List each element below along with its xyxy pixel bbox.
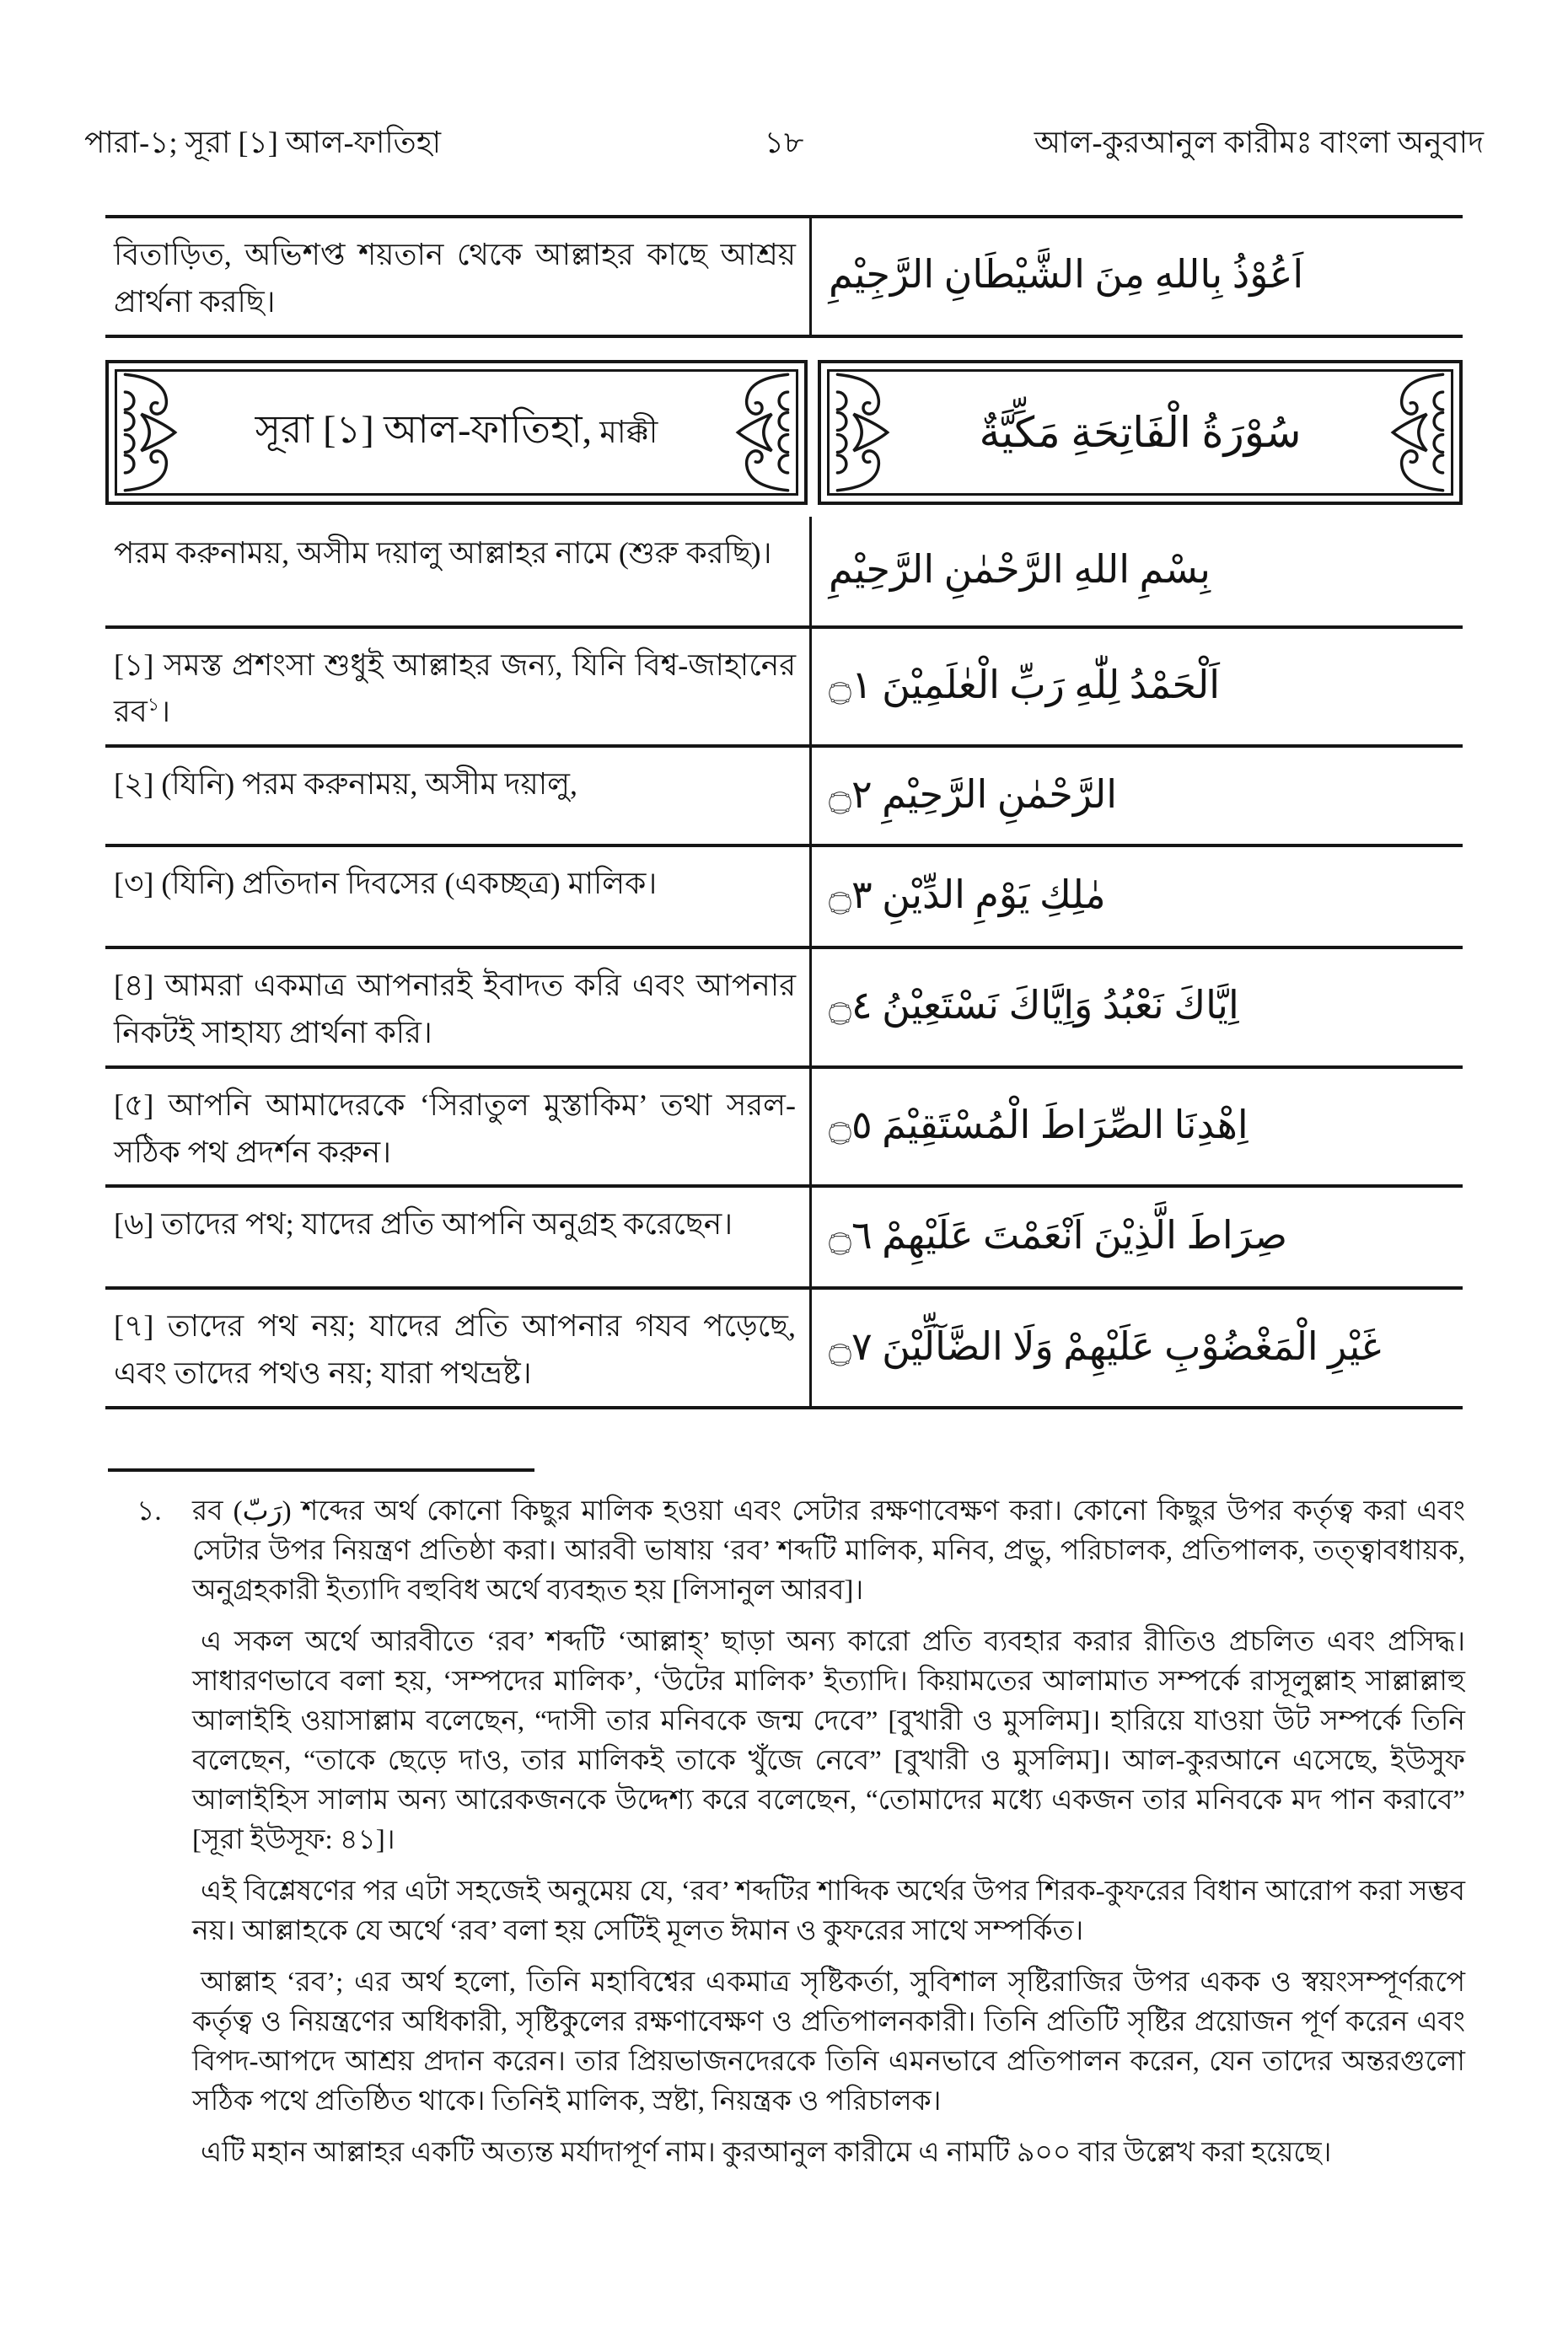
footnote-separator: [108, 1468, 534, 1472]
verse-row: [105, 949, 1463, 1069]
verse-rows: [105, 517, 1463, 1409]
verse-translation-text: [৬] তাদের পথ; যাদের প্রতি আপনি অনুগ্রহ করেছেন।: [114, 1207, 733, 1242]
surah-title-meccan-label: মাক্কী: [592, 415, 658, 450]
verse-arabic-text: اِهْدِنَا الصِّرَاطَ الْمُسْتَقِيْمَ ۝٥: [829, 1103, 1248, 1147]
verse-arabic-text: غَيْرِ الْمَغْضُوْبِ عَلَيْهِمْ وَلَا الضَّآلِّيْنَ ۝٧: [829, 1324, 1382, 1368]
verse-arabic-cell: [812, 847, 1463, 946]
surah-title-bengali: [255, 400, 658, 464]
verse-translation-tail: ।: [159, 695, 170, 729]
footnote-paragraphs: [192, 1492, 1465, 2173]
istiadhah-translation-text: বিতাড়িত, অভিশপ্ত শয়তান থেকে আল্লাহর কাছে আশ্রয় প্রার্থনা করছি।: [114, 238, 796, 319]
arabesque-ornament-icon: [1373, 370, 1451, 495]
footnote-ref: ১: [147, 694, 160, 716]
verse-translation-cell: [105, 1290, 812, 1406]
verse-row: [105, 748, 1463, 847]
page-number: ১৮: [764, 126, 804, 159]
verse-arabic-cell: [812, 517, 1463, 625]
verse-translation-cell: [105, 847, 812, 946]
surah-title-banner: [105, 338, 1463, 517]
verse-translation-text: [৪] আমরা একমাত্র আপনারই ইবাদত করি এবং আপনার নিকটই সাহায্য প্রার্থনা করি।: [114, 969, 796, 1049]
page-header: [84, 120, 1484, 164]
footnote-paragraph: এই বিশ্লেষণের পর এটা সহজেই অনুমেয় যে, ‘রব’ শব্দটির শাব্দিক অর্থের উপর শিরক-কুফরের বিধান আরোপ করা সম্ভব নয়। আল্লাহকে যে অর্থে ‘রব’ বলা হয় সেটিই মূলত ঈমান ও কুফরের সাথে সম্পর্কিত।: [192, 1876, 1465, 1946]
verse-translation-cell: [105, 629, 812, 745]
verse-translation-text: পরম করুনাময়, অসীম দয়ালু আল্লাহর নামে (শুরু করছি)।: [114, 535, 772, 570]
verse-arabic-cell: [812, 1188, 1463, 1286]
verse-row: [105, 847, 1463, 949]
footnote-paragraph: এটি মহান আল্লাহর একটি অত্যন্ত মর্যাদাপূর্ণ নাম। কুরআনুল কারীমে এ নামটি ৯০০ বার উল্লেখ করা হয়েছে।: [201, 2138, 1332, 2168]
surah-title-main: সূরা [১] আল-ফাতিহা,: [255, 407, 593, 451]
verse-arabic-cell: [812, 1290, 1463, 1406]
verse-arabic-cell: [812, 1069, 1463, 1185]
header-book-title: আল-কুরআনুল কারীমঃ বাংলা অনুবাদ: [1034, 126, 1484, 159]
verse-translation-text: [৩] (যিনি) প্রতিদান দিবসের (একচ্ছত্র) মালিক।: [114, 867, 658, 901]
surah-title-box-bengali: [105, 360, 808, 505]
surah-title-box-arabic: [818, 360, 1463, 505]
verse-arabic-cell: [812, 748, 1463, 844]
istiadhah-arabic-cell: [812, 218, 1463, 335]
verse-translation-text: [৭] তাদের পথ নয়; যাদের প্রতি আপনার গযব পড়েছে, এবং তাদের পথও নয়; যারা পথভ্রষ্ট।: [114, 1309, 796, 1391]
verse-translation-cell: [105, 1188, 812, 1286]
verse-translation-text: [২] (যিনি) পরম করুনাময়, অসীম দয়ালু,: [114, 767, 577, 802]
verse-row: [105, 1188, 1463, 1290]
verse-arabic-text: صِرَاطَ الَّذِيْنَ اَنْعَمْتَ عَلَيْهِمْ ۝٦: [829, 1214, 1288, 1258]
verse-translation-cell: [105, 517, 812, 625]
footnote-paragraph: আল্লাহ ‘রব’; এর অর্থ হলো, তিনি মহাবিশ্বের একমাত্র সৃষ্টিকর্তা, সুবিশাল সৃষ্টিরাজির উপর একক ও স্বয়ংসম্পূর্ণরূপে কর্তৃত্ব ও নিয়ন্ত্রণের অধিকারী, সৃষ্টিকুলের রক্ষণাবেক্ষণ ও প্রতিপালনকারী। তিনি প্রতিটি সৃষ্টির প্রয়োজন পূর্ণ করেন এবং বিপদ-আপদে আশ্রয় প্রদান করেন। তার প্রিয়ভাজনদেরকে তিনি এমনভাবে প্রতিপালন করেন, যেন তাদের অন্তরগুলো সঠিক পথে প্রতিষ্ঠিত থাকে। তিনিই মালিক, স্রষ্টা, নিয়ন্ত্রক ও পরিচালক।: [192, 1967, 1465, 2117]
istiadhah-translation-cell: [105, 218, 812, 335]
verse-translation-cell: [105, 949, 812, 1065]
footnote-section: [108, 1468, 1465, 2185]
surah-title-arabic: سُوْرَةُ الْفَاتِحَةِ مَكِّيَّةٌ: [979, 408, 1302, 456]
arabesque-ornament-icon: [718, 370, 796, 495]
verse-row: [105, 1290, 1463, 1409]
verse-translation-cell: [105, 748, 812, 844]
verses-table: [105, 215, 1463, 1409]
footnote-paragraph: রব (رَبّ) শব্দের অর্থ কোনো কিছুর মালিক হওয়া এবং সেটার রক্ষণাবেক্ষণ করা। কোনো কিছুর উপর কর্তৃত্ব করা এবং সেটার উপর নিয়ন্ত্রণ প্রতিষ্ঠা করা। আরবী ভাষায় ‘রব’ শব্দটি মালিক, মনিব, প্রভু, পরিচালক, প্রতিপালক, তত্ত্বাবধায়ক, অনুগ্রহকারী ইত্যাদি বহুবিধ অর্থে ব্যবহৃত হয় [লিসানুল আরব]।: [192, 1496, 1465, 1606]
footnote-paragraph: এ সকল অর্থে আরবীতে ‘রব’ শব্দটি ‘আল্লাহ্’ ছাড়া অন্য কারো প্রতি ব্যবহার করার রীতিও প্রচলিত এবং প্রসিদ্ধ। সাধারণভাবে বলা হয়, ‘সম্পদের মালিক’, ‘উটের মালিক’ ইত্যাদি। কিয়ামতের আলামাত সম্পর্কে রাসূলুল্লাহ সাল্লাল্লাহু আলাইহি ওয়াসাল্লাম বলেছেন, “দাসী তার মনিবকে জন্ম দেবে” [বুখারী ও মুসলিম]। হারিয়ে যাওয়া উট সম্পর্কে তিনি বলেছেন, “তাকে ছেড়ে দাও, তার মালিকই তাকে খুঁজে নেবে” [বুখারী ও মুসলিম]। আল-কুরআনে এসেছে, ইউসুফ আলাইহিস সালাম অন্য আরেকজনকে উদ্দেশ্য করে বলেছেন, “তোমাদের মধ্যে একজন তার মনিবকে মদ পান করাবে” [সূরা ইউসূফ: ৪১]।: [192, 1627, 1465, 1855]
verse-arabic-text: مٰلِكِ يَوْمِ الدِّيْنِ ۝٣: [829, 873, 1106, 917]
istiadhah-row: [105, 218, 1463, 338]
verse-row: [105, 517, 1463, 629]
verse-arabic-text: اَلْحَمْدُ لِلّٰهِ رَبِّ الْعٰلَمِيْنَ ۝١: [829, 663, 1221, 706]
verse-arabic-text: بِسْمِ اللهِ الرَّحْمٰنِ الرَّحِيْمِ: [829, 547, 1211, 591]
verse-arabic-text: اِيَّاكَ نَعْبُدُ وَاِيَّاكَ نَسْتَعِيْنُ ۝٤: [829, 984, 1239, 1028]
verse-row: [105, 629, 1463, 749]
footnote-body: [108, 1492, 1465, 2173]
verse-arabic-cell: [812, 949, 1463, 1065]
arabesque-ornament-icon: [117, 370, 195, 495]
verse-row: [105, 1069, 1463, 1189]
verse-arabic-text: الرَّحْمٰنِ الرَّحِيْمِ ۝٢: [829, 772, 1118, 816]
verse-arabic-cell: [812, 629, 1463, 745]
footnote-number: ১.: [137, 1496, 162, 1527]
verse-translation-text: [৫] আপনি আমাদেরকে ‘সিরাতুল মুস্তাকিম’ তথা সরল-সঠিক পথ প্রদর্শন করুন।: [114, 1087, 796, 1169]
verse-translation-cell: [105, 1069, 812, 1185]
header-para-surah-info: পারা-১; সূরা [১] আল-ফাতিহা: [84, 126, 442, 159]
verse-translation-text: [১] সমস্ত প্রশংসা শুধুই আল্লাহর জন্য, যিনি বিশ্ব-জাহানের রব: [114, 647, 796, 729]
arabesque-ornament-icon: [830, 370, 907, 495]
istiadhah-arabic-text: اَعُوْذُ بِاللهِ مِنَ الشَّيْطَانِ الرَّجِيْمِ: [829, 253, 1304, 297]
